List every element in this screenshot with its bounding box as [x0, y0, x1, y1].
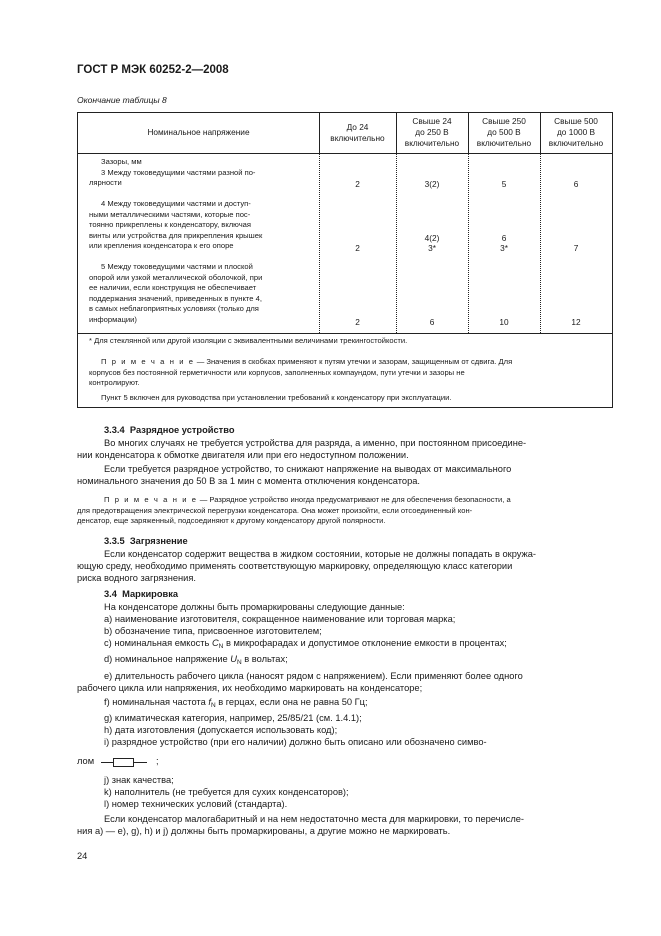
section-3-3-4-paragraph-2: Если требуется разрядное устройство, то снижают напряжение на выводах от максимального номинального значения до 50 В за 1 мин с момента отключения конденсатора. [77, 464, 512, 486]
marking-list [104, 601, 613, 669]
table-point5-note: Пункт 5 включен для руководства при установлении требований к конденсатору при эксплуатации. [101, 393, 452, 402]
marking-item-k: k) наполнитель (не требуется для сухих конденсаторов); [104, 787, 349, 797]
table-cell: 2 [355, 179, 360, 189]
marking-list-cont [104, 696, 613, 748]
marking-item-l: l) номер технических условий (стандарта). [104, 799, 288, 809]
row-5-description: 5 Между токоведущими частями и плоской опорой или узкой металлической оболочкой, при ее наличии, если конструкция не обеспечивает поддержания значений, приведенных в пункте 4, в самых неблагоприятных условиях (только для информации) [89, 262, 263, 324]
clearances-table [77, 112, 613, 408]
marking-list-end [104, 774, 613, 810]
row-3-description: Зазоры, мм 3 Между токоведущими частями разной по- лярности [89, 157, 256, 188]
section-3-3-5-paragraph: Если конденсатор содержит вещества в жидком состоянии, которые не должны попадать в окружа- ющую среду, необходимо применять соответствующую маркировку, определяющую класс категории риска водного загрязнения. [77, 549, 537, 583]
marking-item-a: a) наименование изготовителя, сокращенное наименование или торговая марка; [104, 614, 456, 624]
section-3-3-4-note: П р и м е ч а н и е — Разрядное устройство иногда предусматривают не для обеспечения безопасности, а для предотвращения электрической перегрузки конденсатора. Она может произойти, если отсоединенный кон- денсатор, еще заряженный, подсоединяют к другому конденсатору другой полярности. [77, 495, 511, 526]
document-header: ГОСТ Р МЭК 60252-2—2008 [77, 64, 229, 76]
table-note: П р и м е ч а н и е — Значения в скобках применяют к путям утечки и зазорам, защищенным от сдвига. Для корпусов без постоянной герметичности или корпусов, заполненных компаундом, пути утечки и зазоры не контролируют. [89, 357, 513, 388]
table-cell: 6 [429, 317, 435, 327]
table-cell: 12 [571, 317, 581, 327]
marking-item-f: f) номинальная частота $f_N$ в герцах, если она не равна 50 Гц; [104, 697, 368, 709]
table-cell: 2 [355, 243, 360, 253]
discharge-resistor-symbol-icon [113, 758, 134, 767]
header-nominal-voltage: Номинальное напряжение [147, 127, 250, 137]
marking-item-i-symbol-word: лом [77, 756, 95, 766]
table-cell: 6 [501, 233, 507, 243]
page-number: 24 [77, 851, 88, 861]
header-col3: Свыше 250 до 500 В включительно [476, 116, 532, 148]
table-cell: 5 [501, 179, 507, 189]
row-4-description: 4 Между токоведущими частями и доступ- ными металлическими частями, которые пос- тоянно прикреплены к конденсатору, включая винты или устройства для прикрепления крышек или крепления конденсатора к его опоре [89, 199, 263, 251]
table-cell: 4(2) [424, 233, 440, 243]
table-cell: 3* [500, 243, 508, 253]
table-cell: 3(2) [424, 179, 440, 189]
table-divider [78, 153, 612, 154]
marking-item-h: h) дата изготовления (допускается использовать код); [104, 725, 338, 735]
marking-item-j: j) знак качества; [104, 775, 174, 785]
header-col2: Свыше 24 до 250 В включительно [404, 116, 460, 148]
table-caption: Окончание таблицы 8 [77, 95, 167, 105]
section-3-3-4-paragraph-1: Во многих случаях не требуется устройства для разряда, а именно, при постоянном присоедине- нии конденсатора к обмотке двигателя или при его недоступном положении. [77, 438, 527, 460]
marking-intro: На конденсаторе должны быть промаркированы следующие данные: [104, 602, 405, 612]
table-cell: 10 [499, 317, 509, 327]
header-col4: Свыше 500 до 1000 В включительно [548, 116, 604, 148]
table-divider [78, 333, 612, 334]
marking-item-i: i) разрядное устройство (при его наличии) должно быть описано или обозначено симво- [104, 737, 487, 747]
marking-item-g: g) климатическая категория, например, 25/85/21 (см. 1.4.1); [104, 713, 362, 723]
marking-item-c: c) номинальная емкость $C_N$ в микрофарадах и допустимое отклонение емкости в процентах; [104, 638, 507, 650]
section-3-4-heading: 3.4 Маркировка [104, 589, 179, 599]
table-cell: 7 [573, 243, 579, 253]
header-col1: До 24 включительно [330, 122, 385, 143]
marking-final-paragraph: Если конденсатор малогабаритный и на нем недостаточно места для маркировки, то перечисле- ния a) — e), g), h) и j) должны быть промаркированы, а другие можно не маркировать. [77, 814, 525, 836]
section-3-3-5-heading: 3.3.5 Загрязнение [104, 536, 188, 546]
table-footnote: * Для стеклянной или другой изоляции с эквивалентными величинами трекингостойкости. [89, 336, 408, 345]
table-cell: 6 [573, 179, 579, 189]
marking-item-e: e) длительность рабочего цикла (наносят рядом с напряжением). Если применяют более одного рабочего цикла или напряжения, их необходимо маркировать на конденсаторе; [77, 671, 523, 693]
marking-item-i-end: ; [156, 756, 159, 766]
table-cell: 2 [355, 317, 360, 327]
marking-item-b: b) обозначение типа, присвоенное изготовителем; [104, 626, 322, 636]
marking-item-d: d) номинальное напряжение $U_N$ в вольтах; [104, 654, 288, 666]
section-3-3-4-heading: 3.3.4 Разрядное устройство [104, 425, 235, 435]
table-cell: 3* [428, 243, 436, 253]
